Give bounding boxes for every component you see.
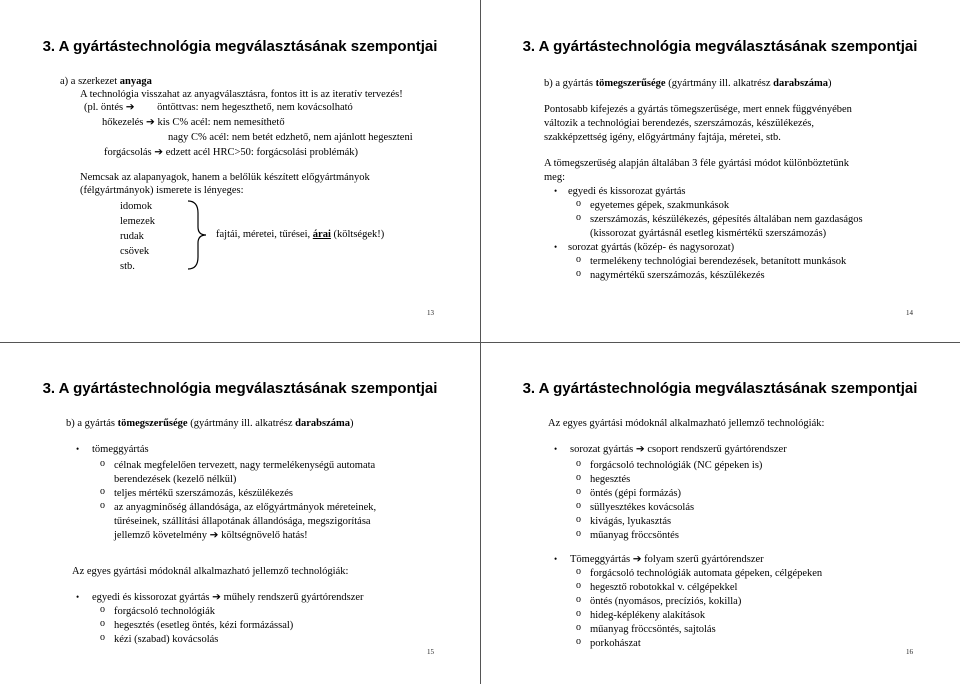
list-item: stb. [120,261,135,272]
page-number: 13 [427,309,434,317]
list-item: egyedi és kissorozat gyártás [568,186,686,197]
list-item: műanyag fröccsöntés [590,530,679,541]
list-item: hegesztés (esetleg öntés, kézi formázással) [114,620,294,631]
list-item: tűréseinek, szállítási állapotának állandósága, megszigorítása [114,516,371,527]
circle-bullet-icon: o [576,486,581,497]
list-item: Tömeggyártás ➔ folyam szerű gyártórendszer [570,554,764,565]
list-item: hideg-képlékeny alakítások [590,610,706,621]
list-item: az anyagminőség állandósága, az előgyártmányok méreteinek, [114,502,377,513]
list-item: lemezek [120,216,155,227]
arrow-icon: ➔ [632,554,642,565]
text-line: (pl. öntés ➔ öntöttvas: nem hegeszthető, nem kovácsolható [84,102,353,113]
text-line: Az egyes gyártási módoknál alkalmazható jellemző technológiák: [72,566,349,577]
brace-annotation: fajtái, méretei, tűrései, árai (költségek!) [216,229,385,240]
slide-15 [20,380,460,684]
list-item: hegesztés [590,474,631,485]
arrow-icon: ➔ [154,147,164,158]
slide-14 [500,38,940,358]
list-item: forgácsoló technológiák [114,606,215,617]
arrow-icon: ➔ [635,444,645,455]
page-number: 16 [906,648,913,656]
list-item: egyetemes gépek, szakmunkások [590,200,730,211]
circle-bullet-icon: o [576,580,581,591]
circle-bullet-icon: o [576,566,581,577]
section-b-heading: b) a gyártás tömegszerűsége (gyártmány ill. alkatrész darabszáma) [544,78,832,89]
list-item: szerszámozás, készülékezés, gépesítés általában nem gazdaságos [590,214,863,225]
list-item: (kissorozat gyártásnál esetleg kismértékű szerszámozás) [590,228,827,239]
section-b-heading: b) a gyártás tömegszerűsége (gyártmány ill. alkatrész darabszáma) [66,418,354,429]
list-item: jellemző követelmény ➔ költségnövelő hatás! [114,530,308,541]
circle-bullet-icon: o [100,618,105,629]
circle-bullet-icon: o [100,458,105,469]
text-line: Nemcsak az alapanyagok, hanem a belőlük készített előgyártmányok [80,172,370,183]
bullet-icon: • [554,242,558,252]
bullet-icon: • [554,186,558,196]
list-item: kivágás, lyukasztás [590,516,672,527]
text-line: A technológia visszahat az anyagválasztásra, fontos itt is az iteratív tervezés! [80,89,403,100]
slide-title: 3. A gyártástechnológia megválasztásának szempontjai [522,380,918,397]
slide-title: 3. A gyártástechnológia megválasztásának szempontjai [522,38,918,55]
circle-bullet-icon: o [100,604,105,615]
arrow-icon: ➔ [146,117,155,128]
page-number: 15 [427,648,434,656]
list-item: tömeggyártás [92,444,149,455]
list-item: termelékeny technológiai berendezések, betanított munkások [590,256,847,267]
text-line: A tömegszerűség alapján általában 3 féle gyártási módot különböztetünk [544,158,849,169]
text-line: változik a technológiai berendezés, szerszámozás, készülékezés, [544,118,814,129]
list-item: süllyesztékes kovácsolás [590,502,695,513]
circle-bullet-icon: o [100,632,105,643]
bullet-icon: • [554,554,558,564]
list-item: öntés (nyomásos, precíziós, kokilla) [590,596,742,607]
page-number: 14 [906,309,913,317]
circle-bullet-icon: o [576,594,581,605]
circle-bullet-icon: o [576,458,581,469]
circle-bullet-icon: o [100,486,105,497]
text-line: Pontosabb kifejezés a gyártás tömegszerűsége, mert ennek függvényében [544,104,852,115]
text-line: Az egyes gyártási módoknál alkalmazható jellemző technológiák: [548,418,825,429]
bullet-icon: • [76,592,80,602]
brace-icon [186,199,208,271]
slide-title: 3. A gyártástechnológia megválasztásának szempontjai [42,380,438,397]
list-item: teljes mértékű szerszámozás, készülékezés [114,488,293,499]
circle-bullet-icon: o [576,254,581,265]
text-line: meg: [544,172,565,183]
circle-bullet-icon: o [576,608,581,619]
slide-16 [500,380,940,684]
arrow-icon: ➔ [209,530,219,541]
list-item: hegesztő robotokkal v. célgépekkel [590,582,738,593]
list-item: célnak megfelelően tervezett, nagy termelékenységű automata [114,460,376,471]
circle-bullet-icon: o [576,500,581,511]
text-line: hőkezelés ➔ kis C% acél: nem nemesíthető [102,117,285,128]
circle-bullet-icon: o [576,212,581,223]
text-line: nagy C% acél: nem betét edzhető, nem ajánlott hegeszteni [168,132,413,143]
list-item: csövek [120,246,150,257]
list-item: egyedi és kissorozat gyártás ➔ műhely rendszerű gyártórendszer [92,592,364,603]
circle-bullet-icon: o [576,198,581,209]
list-item: öntés (gépi formázás) [590,488,681,499]
list-item: rudak [120,231,144,242]
list-item: nagymértékű szerszámozás, készülékezés [590,270,765,281]
text-line: forgácsolás ➔ edzett acél HRC>50: forgácsolási problémák) [104,147,359,158]
list-item: forgácsoló technológiák automata gépeken, célgépeken [590,568,823,579]
bullet-icon: • [76,444,80,454]
section-a-heading: a) a szerkezet anyaga [60,76,152,87]
list-item: forgácsoló technológiák (NC gépeken is) [590,460,763,471]
circle-bullet-icon: o [576,636,581,647]
circle-bullet-icon: o [576,472,581,483]
list-item: porkohászat [590,638,641,649]
vertical-divider [480,0,481,684]
list-item: idomok [120,201,153,212]
bullet-icon: • [554,444,558,454]
circle-bullet-icon: o [576,528,581,539]
list-item: kézi (szabad) kovácsolás [114,634,219,645]
circle-bullet-icon: o [576,514,581,525]
list-item: berendezések (kezelő nélkül) [114,474,237,485]
text-line: (félgyártmányok) ismerete is lényeges: [80,185,244,196]
circle-bullet-icon: o [100,500,105,511]
arrow-icon: ➔ [125,102,135,113]
circle-bullet-icon: o [576,268,581,279]
slide-title: 3. A gyártástechnológia megválasztásának szempontjai [42,38,438,55]
list-item: sorozat gyártás (közép- és nagysorozat) [568,242,735,253]
circle-bullet-icon: o [576,622,581,633]
arrow-icon: ➔ [212,592,221,603]
text-line: szakképzettség igény, előgyártmány fajtája, méretei, stb. [544,132,781,143]
list-item: sorozat gyártás ➔ csoport rendszerű gyártórendszer [570,444,787,455]
list-item: műanyag fröccsöntés, sajtolás [590,624,716,635]
slide-13 [20,38,460,358]
